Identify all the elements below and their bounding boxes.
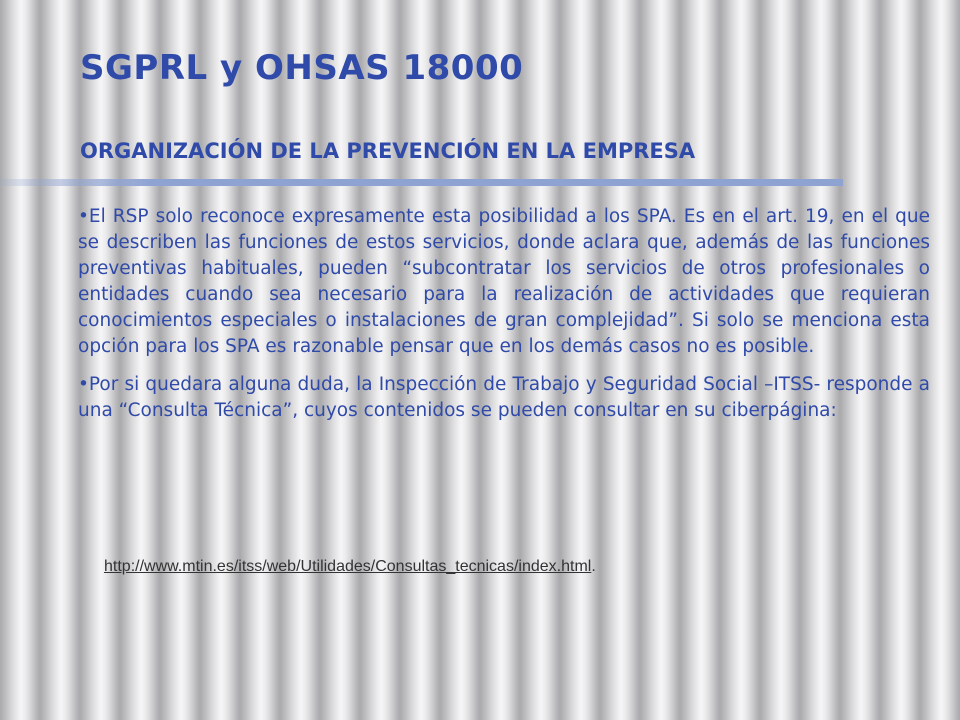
slide-subtitle: ORGANIZACIÓN DE LA PREVENCIÓN EN LA EMPRESA [80, 139, 696, 163]
slide-title: SGPRL y OHSAS 18000 [80, 48, 524, 88]
link-suffix: . [591, 558, 596, 575]
consultas-tecnicas-link[interactable]: http://www.mtin.es/itss/web/Utilidades/Consultas_tecnicas/index.html [104, 558, 592, 575]
link-line [104, 558, 596, 576]
bullet-paragraph-1: • El RSP solo reconoce expresamente esta posibilidad a los SPA. Es en el art. 19, en el que se describen las funciones de estos servicios, donde aclara que, además de las funciones preventivas habituales, pueden “subcontratar los servicios de otros profesionales o entidades cuando sea necesario para la realización de actividades que requieran conocimientos especiales o instalaciones de gran complejidad”. Si solo se menciona esta opción para los SPA es razonable pensar que en los demás casos no es posible. [78, 204, 930, 360]
divider-rule [0, 179, 843, 186]
slide-body [78, 204, 930, 436]
bullet-paragraph-2: • Por si quedara alguna duda, la Inspección de Trabajo y Seguridad Social –ITSS- responde a una “Consulta Técnica”, cuyos contenidos se pueden consultar en su ciberpágina: [78, 372, 930, 424]
